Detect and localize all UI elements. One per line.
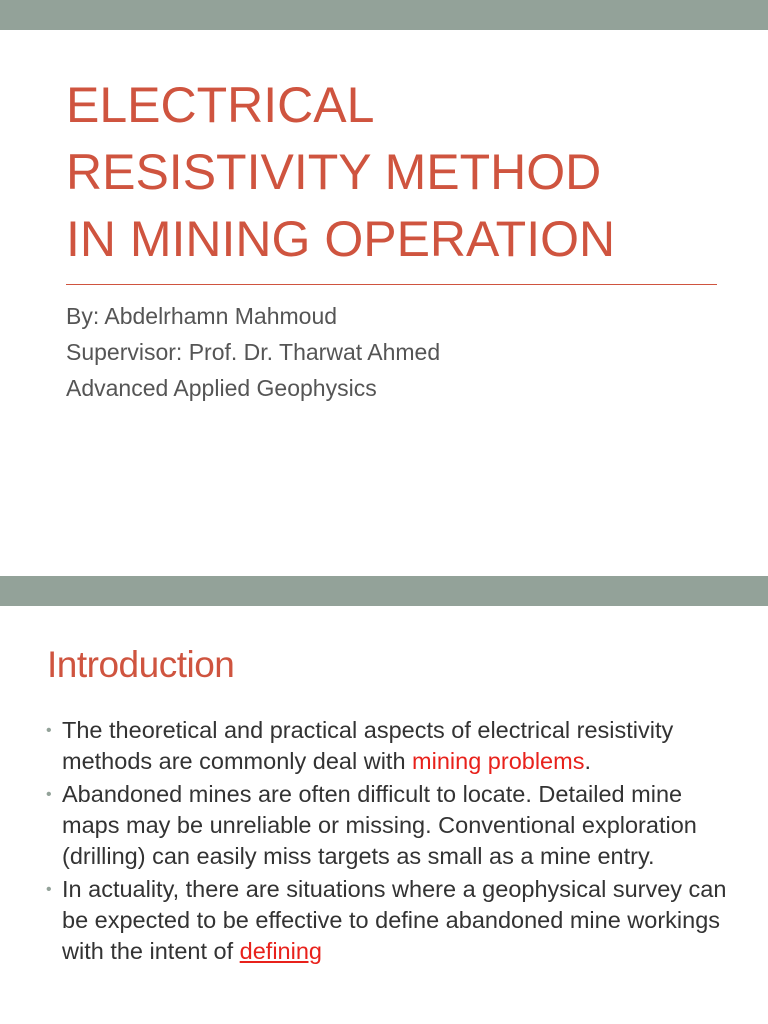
slide-subtitle [66, 298, 440, 406]
section-heading: Introduction [47, 644, 235, 685]
course-line: Advanced Applied Geophysics [66, 375, 377, 401]
author-line: By: Abdelrhamn Mahmoud [66, 303, 338, 329]
title-line: RESISTIVITY METHOD [66, 144, 602, 200]
slide-title [66, 72, 746, 273]
title-divider [66, 284, 717, 285]
title-line: IN MINING OPERATION [66, 211, 616, 267]
slide-top-bar [0, 576, 768, 606]
bullet-icon: • [46, 722, 52, 739]
bullet-text: The theoretical and practical aspects of electrical resistivity methods are commonly deal with [62, 717, 674, 774]
bullet-list [44, 715, 744, 969]
bullet-text: In actuality, there are situations where a geophysical survey can be expected to be effective to define abandoned mine workings with the intent of [62, 876, 727, 964]
bullet-item [44, 715, 744, 777]
highlighted-link[interactable]: defining [239, 938, 322, 964]
bullet-icon: • [46, 786, 52, 803]
bullet-text: Abandoned mines are often difficult to locate. Detailed mine maps may be unreliable or missing. Conventional exploration (drilling) can easily miss targets as small as a mine entry. [62, 781, 697, 869]
highlighted-term: mining problems [412, 748, 585, 774]
supervisor-line: Supervisor: Prof. Dr. Tharwat Ahmed [66, 339, 441, 365]
bullet-text: . [584, 748, 591, 774]
bullet-icon: • [46, 881, 52, 898]
bullet-item [44, 779, 744, 872]
slide-top-bar [0, 0, 768, 30]
bullet-item [44, 874, 744, 967]
title-line: ELECTRICAL [66, 77, 375, 133]
